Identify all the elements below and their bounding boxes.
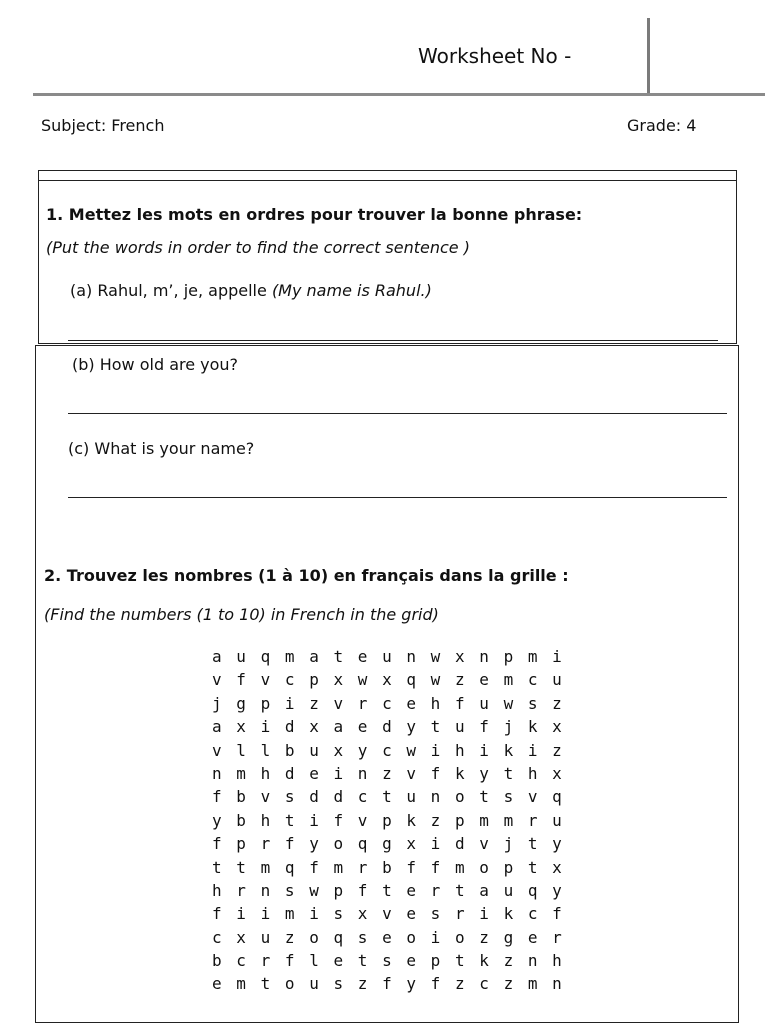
grid-letter[interactable]: f	[212, 904, 222, 924]
grid-letter[interactable]: t	[212, 857, 222, 877]
grid-letter[interactable]: a	[333, 717, 344, 737]
grid-letter[interactable]: m	[454, 857, 465, 877]
grid-letter[interactable]: m	[236, 974, 246, 994]
grid-letter[interactable]: x	[236, 717, 246, 737]
grid-letter[interactable]: l	[236, 740, 246, 760]
grid-letter[interactable]: o	[406, 927, 417, 947]
grid-letter[interactable]: u	[479, 693, 489, 713]
grid-letter[interactable]: c	[212, 927, 222, 947]
grid-row	[212, 856, 576, 879]
grid-letter[interactable]: v	[479, 834, 489, 854]
grid-letter[interactable]: w	[309, 880, 319, 900]
grid-letter[interactable]: o	[333, 834, 344, 854]
grid-letter[interactable]: v	[333, 693, 344, 713]
grid-letter[interactable]: v	[260, 787, 271, 807]
grid-row	[212, 715, 576, 738]
grid-letter[interactable]: b	[382, 857, 392, 877]
grid-letter[interactable]: w	[430, 647, 441, 666]
grid-letter[interactable]: y	[479, 763, 489, 783]
grid-letter[interactable]: c	[382, 740, 392, 760]
grid-letter[interactable]: p	[236, 834, 246, 854]
grid-letter[interactable]: u	[309, 974, 319, 994]
grid-letter[interactable]: x	[552, 857, 562, 877]
grid-letter[interactable]: a	[309, 647, 319, 666]
grid-letter[interactable]: e	[527, 927, 538, 947]
grid-letter[interactable]: x	[406, 834, 417, 854]
grid-letter[interactable]: n	[552, 974, 562, 994]
grid-letter[interactable]: y	[552, 834, 562, 854]
grid-letter[interactable]: k	[527, 717, 538, 737]
grid-letter[interactable]: o	[454, 787, 465, 807]
grid-letter[interactable]: q	[260, 647, 271, 666]
grid-letter[interactable]: f	[479, 717, 489, 737]
grid-letter[interactable]: s	[284, 880, 295, 900]
grid-row	[212, 902, 576, 925]
question-1b-label: (b) How old are you?	[72, 355, 239, 374]
grid-letter[interactable]: t	[454, 880, 465, 900]
grid-letter[interactable]: s	[503, 787, 514, 807]
grid-letter[interactable]: x	[552, 717, 562, 737]
grid-letter[interactable]: e	[406, 693, 417, 713]
grid-row	[212, 668, 576, 691]
grid-letter[interactable]: n	[430, 787, 441, 807]
grid-letter[interactable]: j	[503, 717, 514, 737]
grid-letter[interactable]: t	[527, 834, 538, 854]
grid-letter[interactable]: v	[527, 787, 538, 807]
grid-letter[interactable]: f	[430, 857, 441, 877]
grid-letter[interactable]: u	[309, 740, 319, 760]
grid-letter[interactable]: i	[236, 904, 246, 924]
question-1a-label: (a) Rahul, m’, je, appelle	[70, 281, 272, 300]
grid-letter[interactable]: u	[382, 647, 392, 666]
grid-letter[interactable]: i	[552, 647, 562, 666]
grid-letter[interactable]: m	[527, 647, 538, 666]
grid-letter[interactable]: s	[333, 974, 344, 994]
grid-letter[interactable]: o	[309, 927, 319, 947]
grid-letter[interactable]: s	[284, 787, 295, 807]
grid-letter[interactable]: t	[503, 763, 514, 783]
grid-letter[interactable]: e	[406, 880, 417, 900]
question-1-number: 1	[46, 205, 58, 224]
grid-letter[interactable]: q	[333, 927, 344, 947]
grid-letter[interactable]: j	[503, 834, 514, 854]
grid-letter[interactable]: o	[454, 927, 465, 947]
grid-letter[interactable]: s	[430, 904, 441, 924]
grid-letter[interactable]: r	[260, 834, 271, 854]
question-1a	[70, 281, 432, 300]
grid-letter[interactable]: r	[236, 880, 246, 900]
grid-letter[interactable]: d	[454, 834, 465, 854]
grid-letter[interactable]: z	[552, 693, 562, 713]
grid-letter[interactable]: e	[212, 974, 222, 994]
grid-letter[interactable]: k	[503, 904, 514, 924]
grid-letter[interactable]: m	[260, 857, 271, 877]
grid-letter[interactable]: e	[479, 670, 489, 690]
question-1-text: Mettez les mots en ordres pour trouver la bonne phrase:	[68, 205, 583, 224]
grid-letter[interactable]: z	[454, 670, 465, 690]
grid-letter[interactable]: i	[430, 834, 441, 854]
grid-letter[interactable]: t	[454, 951, 465, 971]
header-divider-vertical	[647, 18, 650, 94]
grid-letter[interactable]: k	[503, 740, 514, 760]
grid-letter[interactable]: r	[357, 693, 368, 713]
grid-letter[interactable]: x	[552, 763, 562, 783]
grid-letter[interactable]: t	[236, 857, 246, 877]
grid-letter[interactable]: u	[260, 927, 271, 947]
grid-letter[interactable]: a	[212, 647, 222, 666]
grid-letter[interactable]: h	[552, 951, 562, 971]
grid-letter[interactable]: t	[479, 787, 489, 807]
question-1a-hint: (My name is Rahul.)	[271, 281, 432, 300]
grid-letter[interactable]: s	[357, 927, 368, 947]
grid-letter[interactable]: w	[430, 670, 441, 690]
grid-row	[212, 926, 576, 949]
grid-letter[interactable]: p	[382, 810, 392, 830]
grid-letter[interactable]: x	[333, 740, 344, 760]
grid-row	[212, 785, 576, 808]
grid-row	[212, 972, 576, 995]
grid-letter[interactable]: e	[333, 951, 344, 971]
grid-letter[interactable]: i	[527, 740, 538, 760]
grid-letter[interactable]: p	[333, 880, 344, 900]
grid-letter[interactable]: r	[552, 927, 562, 947]
grid-letter[interactable]: z	[357, 974, 368, 994]
grid-letter[interactable]: u	[454, 717, 465, 737]
grid-letter[interactable]: k	[479, 951, 489, 971]
question-1c	[68, 439, 254, 458]
grid-letter[interactable]: x	[382, 670, 392, 690]
grid-letter[interactable]: i	[309, 904, 319, 924]
grid-letter[interactable]: e	[382, 927, 392, 947]
grid-letter[interactable]: b	[236, 787, 246, 807]
grid-row	[212, 949, 576, 972]
grid-letter[interactable]: f	[430, 974, 441, 994]
grid-letter[interactable]: p	[454, 810, 465, 830]
grid-letter[interactable]: d	[284, 717, 295, 737]
grid-letter[interactable]: q	[527, 880, 538, 900]
grid-letter[interactable]: n	[212, 763, 222, 783]
grid-letter[interactable]: v	[406, 763, 417, 783]
grid-letter[interactable]: m	[284, 904, 295, 924]
grid-letter[interactable]: u	[503, 880, 514, 900]
grid-letter[interactable]: c	[527, 904, 538, 924]
grid-letter[interactable]: v	[212, 740, 222, 760]
grid-letter[interactable]: g	[503, 927, 514, 947]
grid-letter[interactable]: f	[357, 880, 368, 900]
grid-letter[interactable]: f	[309, 857, 319, 877]
question-box-upper	[38, 170, 737, 344]
grid-letter[interactable]: d	[309, 787, 319, 807]
grid-letter[interactable]: t	[284, 810, 295, 830]
grid-letter[interactable]: o	[479, 857, 489, 877]
question-1b	[72, 355, 238, 374]
grid-letter[interactable]: t	[527, 857, 538, 877]
question-box-inner-border	[38, 180, 737, 181]
grid-letter[interactable]: f	[430, 763, 441, 783]
grid-letter[interactable]: z	[552, 740, 562, 760]
grid-letter[interactable]: h	[260, 763, 271, 783]
grid-letter[interactable]: y	[552, 880, 562, 900]
grid-row	[212, 739, 576, 762]
question-2-heading: 2. Trouvez les nombres (1 à 10) en français dans la grille :	[44, 566, 569, 585]
grid-row	[212, 832, 576, 855]
grid-letter[interactable]: h	[454, 740, 465, 760]
grid-letter[interactable]: u	[552, 810, 562, 830]
grid-letter[interactable]: j	[212, 693, 222, 713]
grid-letter[interactable]: z	[309, 693, 319, 713]
grid-letter[interactable]: n	[260, 880, 271, 900]
grid-letter[interactable]: b	[212, 951, 222, 971]
grid-letter[interactable]: o	[284, 974, 295, 994]
grid-letter[interactable]: r	[357, 857, 368, 877]
grid-letter[interactable]: n	[357, 763, 368, 783]
question-1-subheading: (Put the words in order to find the correct sentence )	[46, 238, 470, 257]
grid-letter[interactable]: u	[406, 787, 417, 807]
grid-letter[interactable]: y	[406, 717, 417, 737]
grid-letter[interactable]: m	[503, 810, 514, 830]
grid-letter[interactable]: z	[430, 810, 441, 830]
grid-letter[interactable]: r	[527, 810, 538, 830]
grid-letter[interactable]: t	[333, 647, 344, 666]
grid-row	[212, 645, 576, 668]
grid-letter[interactable]: p	[309, 670, 319, 690]
grid-letter[interactable]: v	[212, 670, 222, 690]
grid-letter[interactable]: y	[309, 834, 319, 854]
grid-letter[interactable]: k	[406, 810, 417, 830]
answer-line-1c[interactable]	[68, 497, 727, 498]
grid-letter[interactable]: u	[236, 647, 246, 666]
grid-letter[interactable]: i	[333, 763, 344, 783]
grid-letter[interactable]: x	[309, 717, 319, 737]
grid-letter[interactable]: l	[260, 740, 271, 760]
grid-letter[interactable]: f	[552, 904, 562, 924]
grid-row	[212, 879, 576, 902]
grid-letter[interactable]: d	[284, 763, 295, 783]
grid-letter[interactable]: c	[527, 670, 538, 690]
grid-letter[interactable]: e	[406, 951, 417, 971]
grid-letter[interactable]: p	[503, 647, 514, 666]
grid-letter[interactable]: z	[503, 974, 514, 994]
grid-letter[interactable]: c	[479, 974, 489, 994]
grid-letter[interactable]: r	[260, 951, 271, 971]
grid-letter[interactable]: m	[236, 763, 246, 783]
grid-letter[interactable]: i	[430, 740, 441, 760]
grid-letter[interactable]: q	[552, 787, 562, 807]
grid-letter[interactable]: z	[382, 763, 392, 783]
grid-letter[interactable]: f	[382, 974, 392, 994]
question-2-subheading: (Find the numbers (1 to 10) in French in the grid)	[44, 605, 439, 624]
grid-letter[interactable]: m	[479, 810, 489, 830]
grid-row	[212, 809, 576, 832]
grid-letter[interactable]: u	[552, 670, 562, 690]
grid-letter[interactable]: x	[333, 670, 344, 690]
answer-line-1a[interactable]	[68, 340, 718, 341]
grid-letter[interactable]: i	[309, 810, 319, 830]
grid-letter[interactable]: y	[357, 740, 368, 760]
grid-letter[interactable]: v	[260, 670, 271, 690]
grid-letter[interactable]: b	[236, 810, 246, 830]
grid-letter[interactable]: q	[406, 670, 417, 690]
grid-letter[interactable]: g	[236, 693, 246, 713]
grid-letter[interactable]: i	[284, 693, 295, 713]
question-1-heading: 1. Mettez les mots en ordres pour trouver la bonne phrase:	[46, 205, 583, 224]
grid-row	[212, 762, 576, 785]
grid-letter[interactable]: v	[357, 810, 368, 830]
question-1c-label: (c) What is your name?	[68, 439, 255, 458]
grid-letter[interactable]: i	[430, 927, 441, 947]
question-2-text: Trouvez les nombres (1 à 10) en français dans la grille :	[66, 566, 569, 585]
grid-letter[interactable]: l	[309, 951, 319, 971]
grid-letter[interactable]: m	[284, 647, 295, 666]
grid-row	[212, 692, 576, 715]
grid-letter[interactable]: x	[454, 647, 465, 666]
grid-letter[interactable]: n	[527, 951, 538, 971]
grid-letter[interactable]: t	[382, 787, 392, 807]
grid-letter[interactable]: t	[430, 717, 441, 737]
grid-letter[interactable]: s	[382, 951, 392, 971]
grid-letter[interactable]: m	[503, 670, 514, 690]
grid-letter[interactable]: c	[236, 951, 246, 971]
grid-letter[interactable]: t	[260, 974, 271, 994]
subject-label: Subject: French	[41, 116, 165, 135]
grid-letter[interactable]: c	[284, 670, 295, 690]
grid-letter[interactable]: r	[454, 904, 465, 924]
word-search-grid	[212, 645, 576, 996]
question-2-number: 2	[44, 566, 56, 585]
answer-line-1b[interactable]	[68, 413, 727, 414]
grid-letter[interactable]: e	[309, 763, 319, 783]
grid-letter[interactable]: v	[382, 904, 392, 924]
worksheet-title: Worksheet No -	[418, 44, 572, 68]
grid-letter[interactable]: x	[236, 927, 246, 947]
grid-letter[interactable]: z	[454, 974, 465, 994]
grid-letter[interactable]: w	[406, 740, 417, 760]
grid-letter[interactable]: t	[357, 951, 368, 971]
grid-letter[interactable]: z	[284, 927, 295, 947]
grid-letter[interactable]: a	[212, 717, 222, 737]
grid-letter[interactable]: p	[260, 693, 271, 713]
grid-letter[interactable]: e	[357, 647, 368, 666]
grid-letter[interactable]: s	[333, 904, 344, 924]
grid-letter[interactable]: f	[212, 787, 222, 807]
grid-letter[interactable]: g	[382, 834, 392, 854]
grid-letter[interactable]: m	[527, 974, 538, 994]
grid-letter[interactable]: h	[212, 880, 222, 900]
grid-letter[interactable]: f	[236, 670, 246, 690]
grid-letter[interactable]: w	[357, 670, 368, 690]
grid-letter[interactable]: t	[382, 880, 392, 900]
grid-letter[interactable]: f	[284, 834, 295, 854]
grid-letter[interactable]: h	[527, 763, 538, 783]
grid-letter[interactable]: x	[357, 904, 368, 924]
grid-letter[interactable]: f	[212, 834, 222, 854]
grid-letter[interactable]: c	[357, 787, 368, 807]
grid-letter[interactable]: q	[284, 857, 295, 877]
grid-letter[interactable]: c	[382, 693, 392, 713]
grid-letter[interactable]: f	[454, 693, 465, 713]
grid-letter[interactable]: n	[479, 647, 489, 666]
grid-letter[interactable]: i	[479, 740, 489, 760]
grid-letter[interactable]: i	[260, 904, 271, 924]
grid-letter[interactable]: p	[503, 857, 514, 877]
grid-letter[interactable]: f	[333, 810, 344, 830]
grid-letter[interactable]: f	[284, 951, 295, 971]
grid-letter[interactable]: m	[333, 857, 344, 877]
grid-letter[interactable]: e	[406, 904, 417, 924]
grid-letter[interactable]: h	[430, 693, 441, 713]
grid-letter[interactable]: h	[260, 810, 271, 830]
grade-label: Grade: 4	[627, 116, 697, 135]
grid-letter[interactable]: i	[260, 717, 271, 737]
grid-letter[interactable]: d	[333, 787, 344, 807]
grid-letter[interactable]: y	[212, 810, 222, 830]
grid-letter[interactable]: p	[430, 951, 441, 971]
grid-letter[interactable]: b	[284, 740, 295, 760]
header-divider-horizontal	[33, 93, 765, 96]
grid-letter[interactable]: y	[406, 974, 417, 994]
grid-letter[interactable]: k	[454, 763, 465, 783]
grid-letter[interactable]: z	[479, 927, 489, 947]
grid-letter[interactable]: w	[503, 693, 514, 713]
grid-letter[interactable]: z	[503, 951, 514, 971]
grid-letter[interactable]: q	[357, 834, 368, 854]
grid-letter[interactable]: i	[479, 904, 489, 924]
grid-letter[interactable]: r	[430, 880, 441, 900]
grid-letter[interactable]: f	[406, 857, 417, 877]
grid-letter[interactable]: s	[527, 693, 538, 713]
grid-letter[interactable]: e	[357, 717, 368, 737]
grid-letter[interactable]: n	[406, 647, 417, 666]
grid-letter[interactable]: a	[479, 880, 489, 900]
grid-letter[interactable]: d	[382, 717, 392, 737]
